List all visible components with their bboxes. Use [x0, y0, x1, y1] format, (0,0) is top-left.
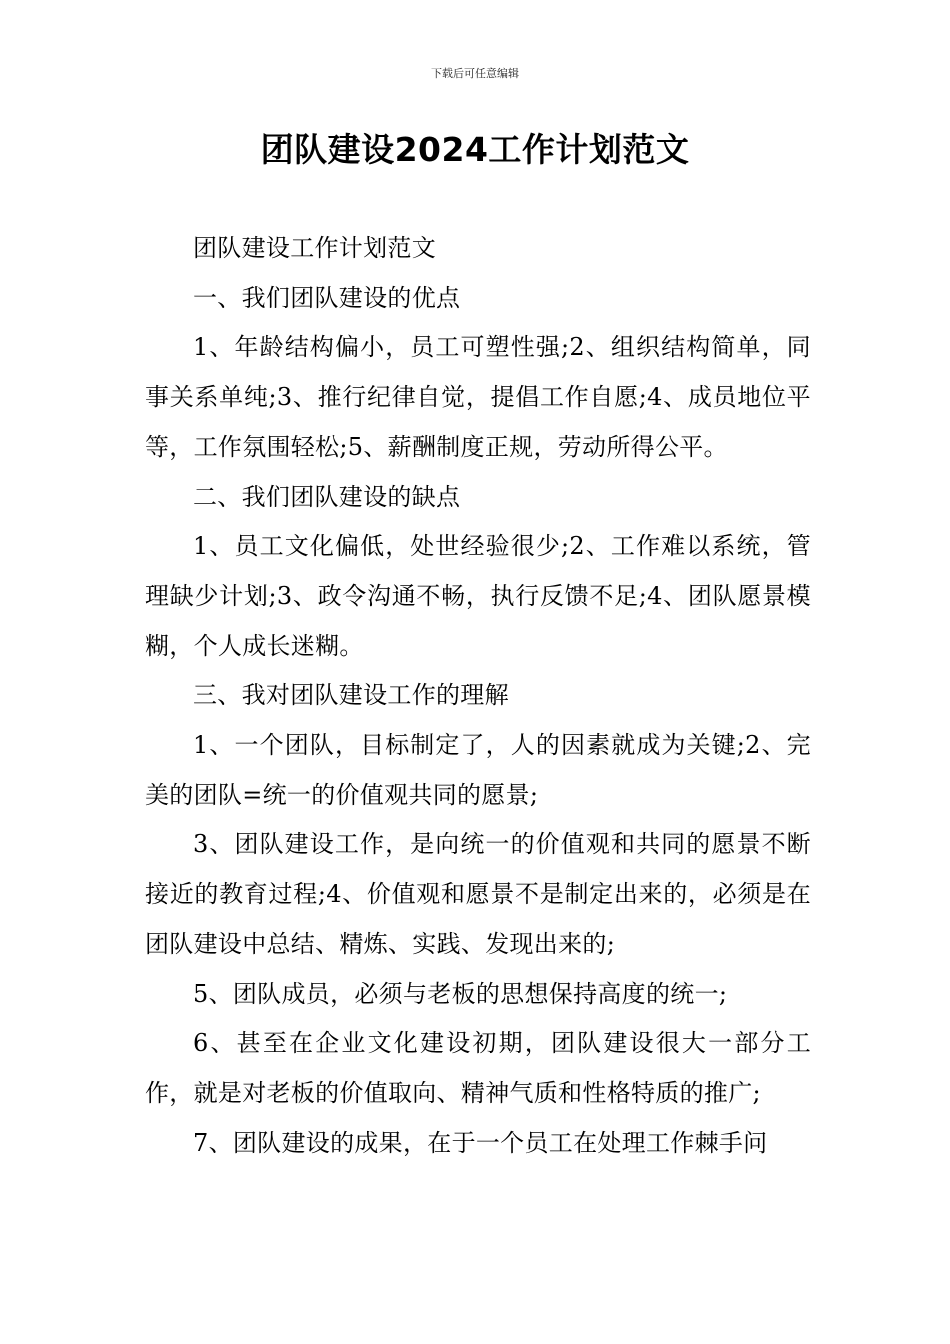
document-body	[145, 224, 811, 1168]
paragraph: 1、一个团队，目标制定了，人的因素就成为关键;2、完美的团队=统一的价值观共同的愿景;	[145, 731, 811, 809]
paragraph: 5、团队成员，必须与老板的思想保持高度的统一;	[193, 979, 728, 1008]
section-heading: 一、我们团队建设的优点	[193, 283, 461, 312]
section-heading: 三、我对团队建设工作的理解	[193, 681, 509, 710]
paragraph: 1、员工文化偏低，处世经验很少;2、工作难以系统，管理缺少计划;3、政令沟通不畅，执行反馈不足;4、团队愿景模糊，个人成长迷糊。	[145, 532, 811, 660]
header-note: 下载后可任意编辑	[431, 67, 519, 80]
paragraph: 3、团队建设工作，是向统一的价值观和共同的愿景不断接近的教育过程;4、价值观和愿景不是制定出来的，必须是在团队建设中总结、精炼、实践、发现出来的;	[145, 830, 811, 958]
paragraph: 团队建设工作计划范文	[193, 234, 436, 262]
document-title: 团队建设2024工作计划范文	[260, 130, 690, 169]
paragraph: 7、团队建设的成果，在于一个员工在处理工作棘手问	[193, 1128, 768, 1157]
section-heading: 二、我们团队建设的缺点	[193, 482, 461, 511]
paragraph: 1、年龄结构偏小，员工可塑性强;2、组织结构简单，同事关系单纯;3、推行纪律自觉，提倡工作自愿;4、成员地位平等，工作氛围轻松;5、薪酬制度正规，劳动所得公平。	[145, 333, 811, 461]
paragraph: 6、甚至在企业文化建设初期，团队建设很大一部分工作，就是对老板的价值取向、精神气质和性格特质的推广;	[145, 1029, 811, 1107]
